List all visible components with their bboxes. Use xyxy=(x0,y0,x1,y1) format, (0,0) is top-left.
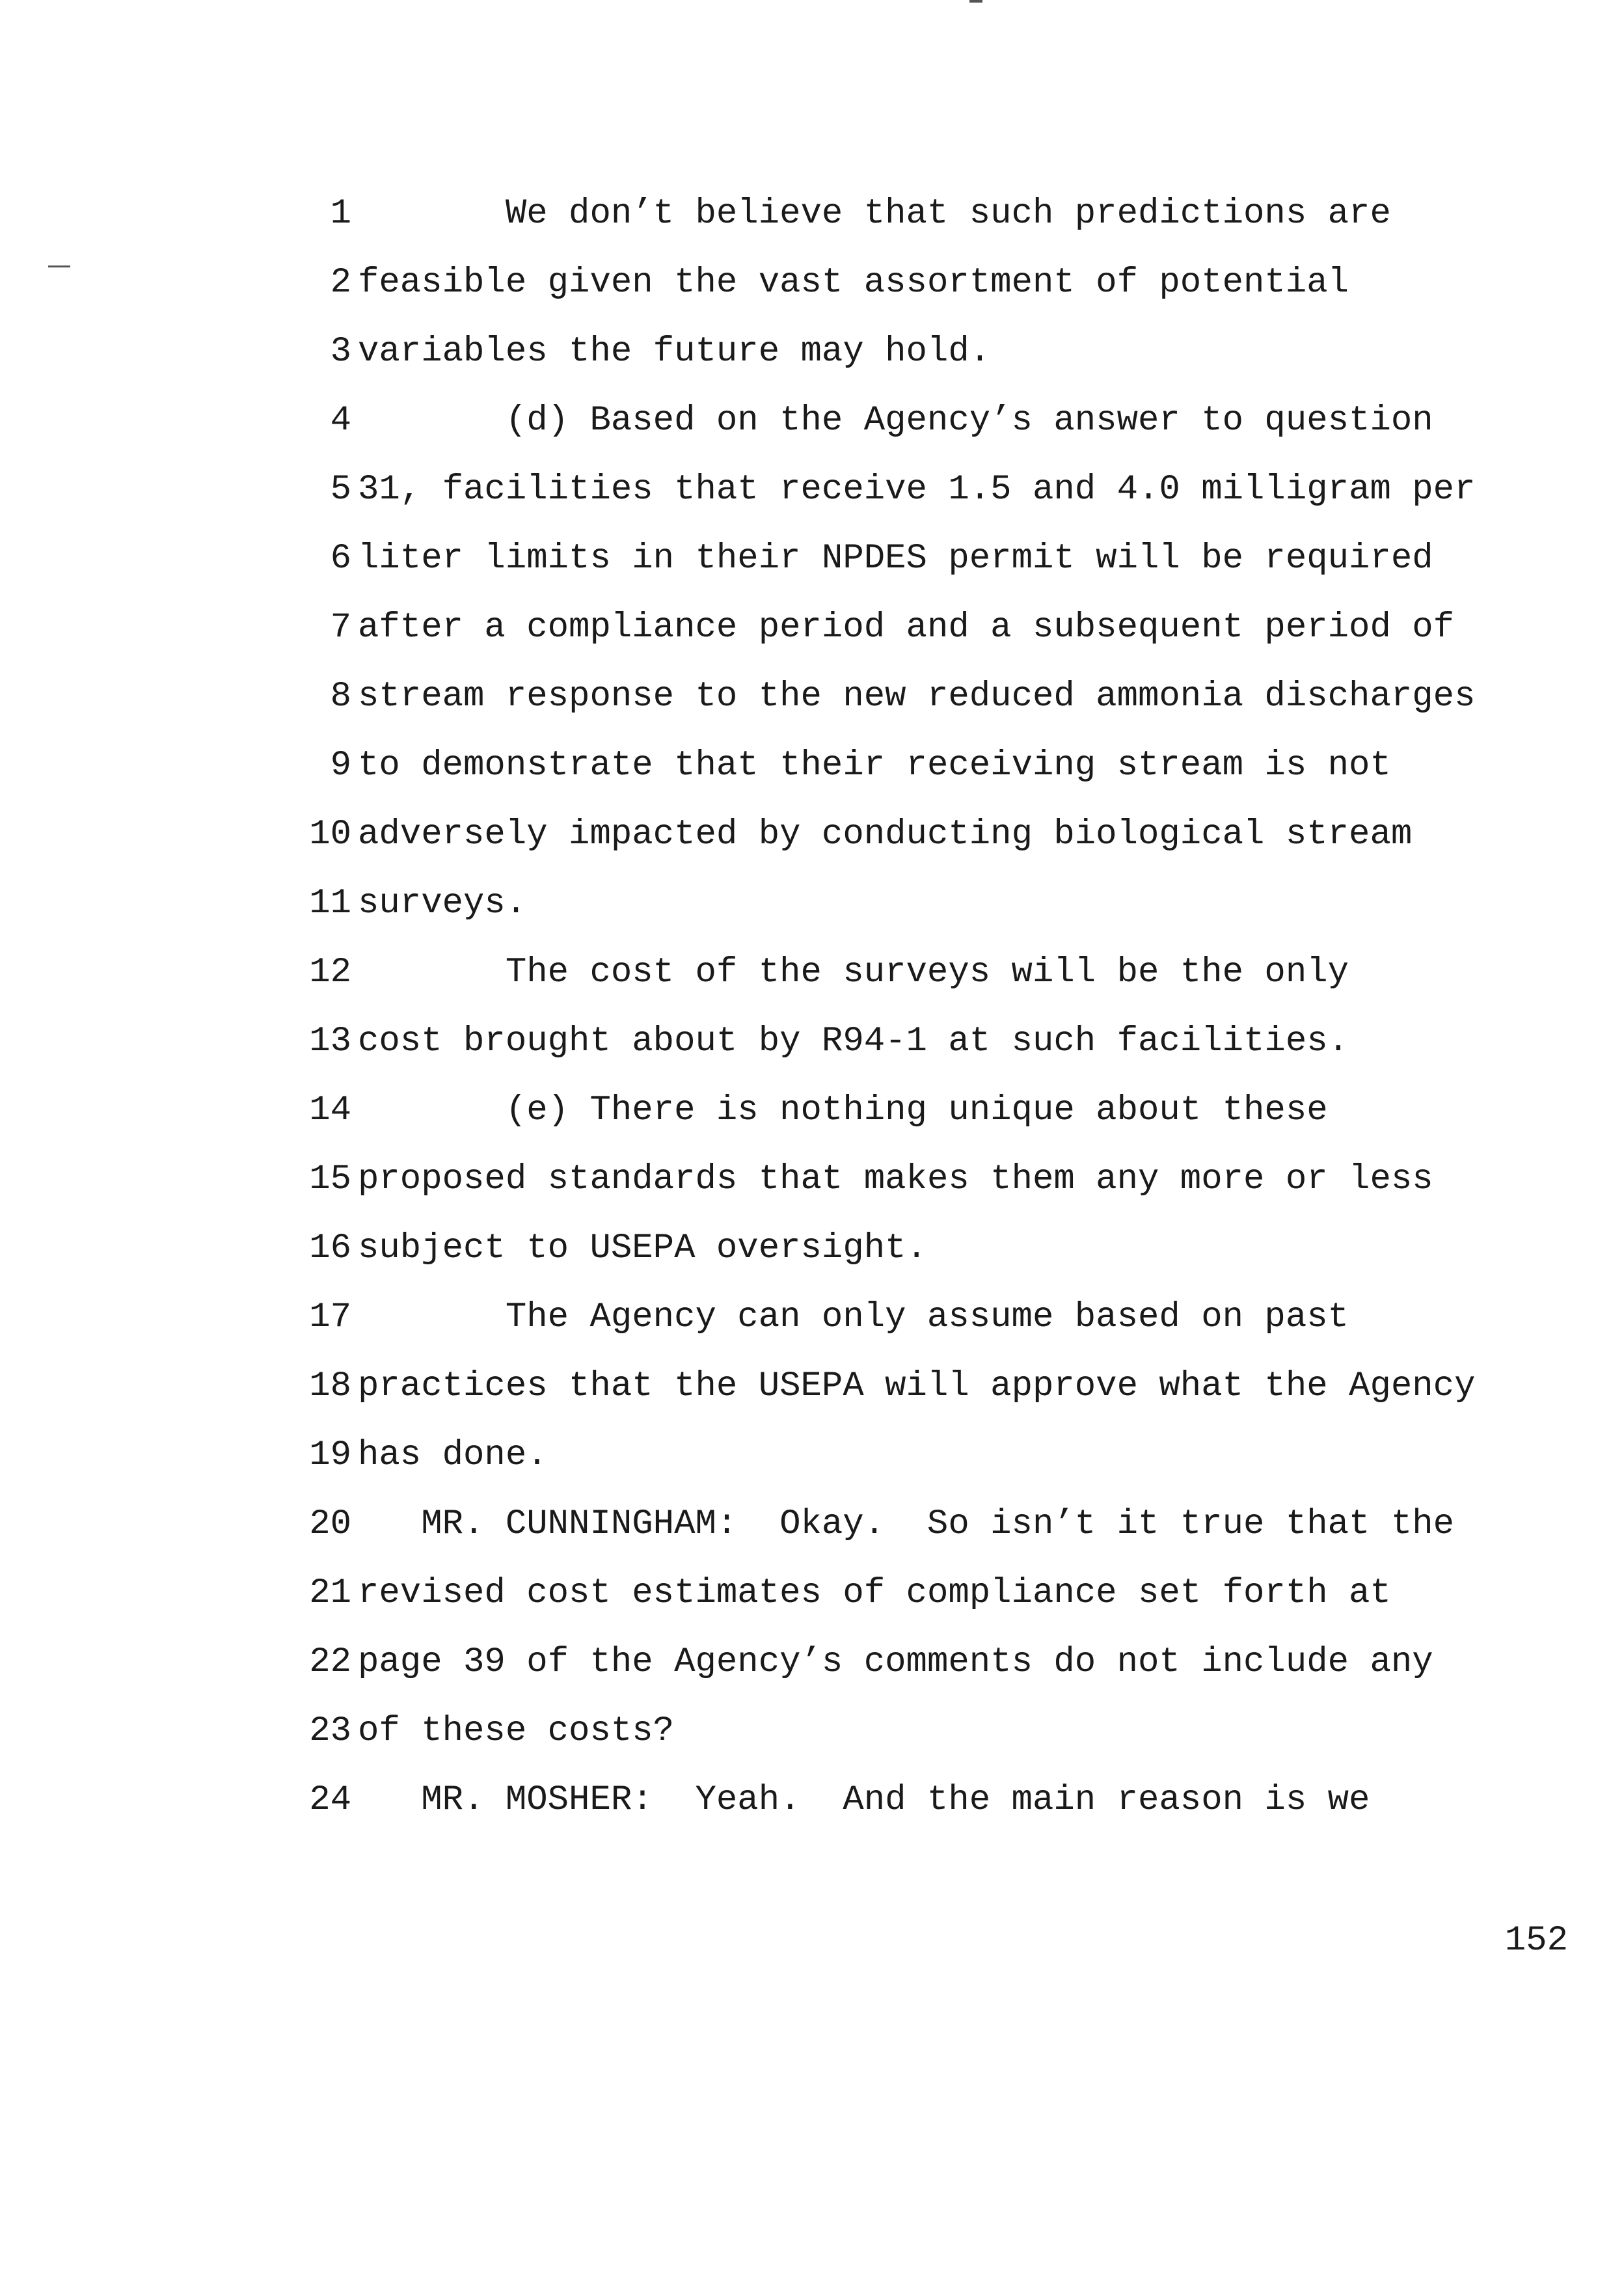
line-number: 16 xyxy=(309,1229,351,1268)
transcript-line xyxy=(306,1352,1568,1421)
line-text: has done. xyxy=(358,1435,548,1475)
line-text: feasible given the vast assortment of potential xyxy=(358,263,1349,303)
transcript-line xyxy=(306,524,1568,593)
transcript-line xyxy=(306,593,1568,662)
line-text: of these costs? xyxy=(358,1711,675,1751)
transcript-line xyxy=(306,1076,1568,1145)
line-number: 1 xyxy=(330,194,351,234)
transcript-line xyxy=(306,455,1568,524)
line-text: to demonstrate that their receiving stream is not xyxy=(358,746,1391,785)
line-text: (d) Based on the Agency’s answer to question xyxy=(505,401,1433,441)
line-text: MR. MOSHER: Yeah. And the main reason is we xyxy=(421,1780,1370,1820)
line-text: We don’t believe that such predictions are xyxy=(505,194,1391,234)
transcript-line xyxy=(306,662,1568,731)
transcript-line xyxy=(306,800,1568,869)
line-number: 9 xyxy=(330,746,351,785)
line-text: stream response to the new reduced ammonia discharges xyxy=(358,677,1476,716)
transcript-line xyxy=(306,1421,1568,1490)
line-number: 8 xyxy=(330,677,351,716)
transcript-line xyxy=(306,249,1568,318)
line-text: page 39 of the Agency’s comments do not include any xyxy=(358,1642,1433,1682)
line-number: 3 xyxy=(330,332,351,372)
line-number: 6 xyxy=(330,539,351,578)
transcript-line xyxy=(306,1628,1568,1697)
line-text: proposed standards that makes them any more or less xyxy=(358,1160,1433,1199)
line-number: 19 xyxy=(309,1435,351,1475)
line-text: surveys. xyxy=(358,884,527,923)
line-number: 5 xyxy=(330,470,351,509)
line-text: MR. CUNNINGHAM: Okay. So isn’t it true that the xyxy=(421,1504,1455,1544)
line-number: 15 xyxy=(309,1160,351,1199)
line-number: 12 xyxy=(309,953,351,992)
transcript-line xyxy=(306,731,1568,800)
scan-mark xyxy=(969,0,982,3)
transcript-line xyxy=(306,387,1568,455)
transcript-body xyxy=(306,180,1568,1835)
transcript-line xyxy=(306,180,1568,249)
line-number: 14 xyxy=(309,1091,351,1130)
line-number: 4 xyxy=(330,401,351,441)
line-text: after a compliance period and a subsequent period of xyxy=(358,608,1455,647)
line-number: 23 xyxy=(309,1711,351,1751)
scan-mark xyxy=(48,265,70,267)
line-text: The cost of the surveys will be the only xyxy=(505,953,1349,992)
line-text: 31, facilities that receive 1.5 and 4.0 milligram per xyxy=(358,470,1476,509)
transcript-line xyxy=(306,1697,1568,1766)
transcript-line xyxy=(306,1490,1568,1559)
line-text: subject to USEPA oversight. xyxy=(358,1229,927,1268)
transcript-line xyxy=(306,1145,1568,1214)
line-number: 21 xyxy=(309,1573,351,1613)
transcript-line xyxy=(306,318,1568,387)
line-number: 17 xyxy=(309,1297,351,1337)
line-text: adversely impacted by conducting biological stream xyxy=(358,815,1413,854)
line-number: 24 xyxy=(309,1780,351,1820)
transcript-line xyxy=(306,1283,1568,1352)
line-number: 10 xyxy=(309,815,351,854)
transcript-line xyxy=(306,1559,1568,1628)
line-number: 11 xyxy=(309,884,351,923)
line-text: revised cost estimates of compliance set forth at xyxy=(358,1573,1391,1613)
transcript-line xyxy=(306,1766,1568,1835)
line-number: 18 xyxy=(309,1366,351,1406)
line-number: 22 xyxy=(309,1642,351,1682)
line-number: 13 xyxy=(309,1022,351,1061)
transcript-line xyxy=(306,869,1568,938)
line-text: (e) There is nothing unique about these xyxy=(505,1091,1328,1130)
line-text: variables the future may hold. xyxy=(358,332,991,372)
line-text: practices that the USEPA will approve what the Agency xyxy=(358,1366,1476,1406)
page-number: 152 xyxy=(1504,1921,1568,1961)
line-number: 20 xyxy=(309,1504,351,1544)
transcript-line xyxy=(306,1007,1568,1076)
line-number: 2 xyxy=(330,263,351,303)
transcript-line xyxy=(306,1214,1568,1283)
line-text: liter limits in their NPDES permit will be required xyxy=(358,539,1433,578)
line-number: 7 xyxy=(330,608,351,647)
line-text: cost brought about by R94-1 at such facilities. xyxy=(358,1022,1349,1061)
line-text: The Agency can only assume based on past xyxy=(505,1297,1349,1337)
transcript-line xyxy=(306,938,1568,1007)
